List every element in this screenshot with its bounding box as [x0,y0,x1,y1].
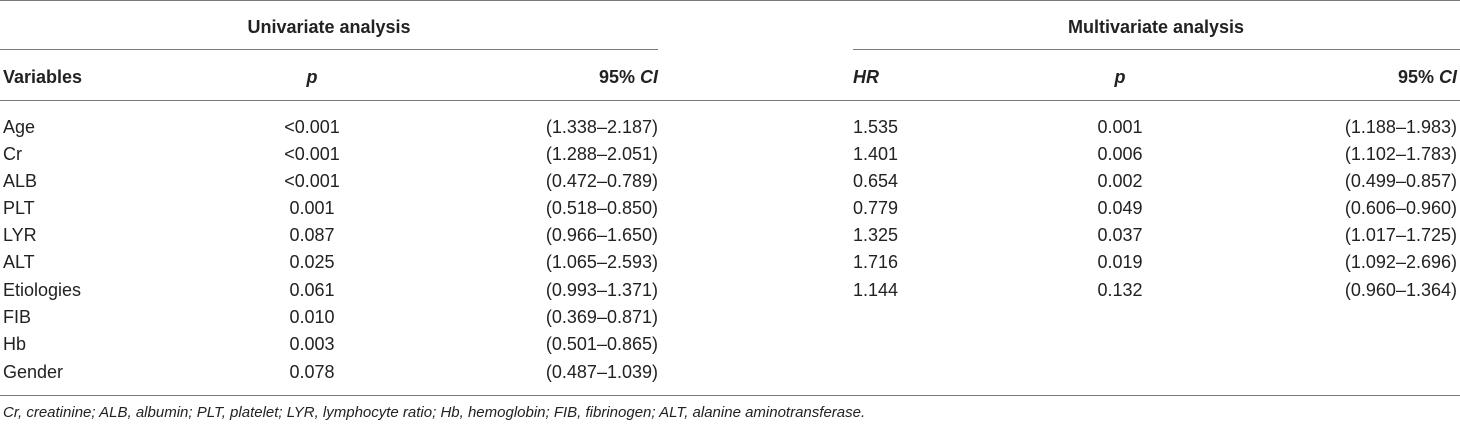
cell-uni-p: 0.087 [289,225,335,245]
top-rule [0,0,1460,1]
cell-multi-ci: (0.960–1.364) [1344,280,1457,300]
cell-variable: Cr [3,144,22,164]
col-header-variables: Variables [3,67,83,87]
cell-uni-ci: (0.472–0.789) [545,171,658,191]
cell-hr: 1.716 [853,252,899,272]
cell-hr: 0.779 [853,198,899,218]
cell-multi-p: 0.019 [1097,252,1143,272]
table-bottom-rule [0,395,1460,396]
cell-uni-ci: (0.966–1.650) [545,225,658,245]
col-header-hr: HR [853,67,879,87]
cell-multi-p: 0.002 [1097,171,1143,191]
cell-hr: 1.535 [853,117,899,137]
cell-variable: Age [3,117,36,137]
cell-variable: FIB [3,307,32,327]
table-footnote: Cr, creatinine; ALB, albumin; PLT, platelet; LYR, lymphocyte ratio; Hb, hemoglobin; FIB, fibrinogen; ALT, alanine aminotransferase. [3,404,866,421]
cell-hr: 1.144 [853,280,899,300]
col-header-multi-p: p [1114,67,1126,87]
univariate-group-rule [0,49,658,50]
cell-uni-ci: (0.993–1.371) [545,280,658,300]
uni-ci-prefix: 95% [598,67,640,87]
cell-uni-p: 0.010 [289,307,335,327]
cell-multi-p: 0.001 [1097,117,1143,137]
cell-uni-ci: (0.487–1.039) [545,362,658,382]
cell-hr: 1.401 [853,144,899,164]
header-bottom-rule [0,100,1460,101]
uni-ci-suffix: CI [640,67,658,87]
cell-uni-ci: (1.288–2.051) [545,144,658,164]
cell-multi-ci: (1.102–1.783) [1344,144,1457,164]
cell-variable: Etiologies [3,280,82,300]
cell-uni-p: 0.061 [289,280,335,300]
cell-multi-p: 0.037 [1097,225,1143,245]
cell-uni-ci: (0.518–0.850) [545,198,658,218]
col-header-multi-ci [1398,67,1457,87]
cell-uni-p: <0.001 [284,144,340,164]
multi-ci-suffix: CI [1439,67,1457,87]
cell-uni-p: 0.003 [289,334,335,354]
cell-variable: ALT [3,252,35,272]
col-header-uni-p: p [306,67,318,87]
cell-multi-p: 0.006 [1097,144,1143,164]
cell-uni-p: 0.025 [289,252,335,272]
cell-uni-p: 0.001 [289,198,335,218]
cell-multi-ci: (0.606–0.960) [1344,198,1457,218]
cell-uni-ci: (0.501–0.865) [545,334,658,354]
cell-uni-p: 0.078 [289,362,335,382]
cell-variable: ALB [3,171,38,191]
cell-uni-p: <0.001 [284,171,340,191]
cell-multi-p: 0.049 [1097,198,1143,218]
cell-uni-ci: (0.369–0.871) [545,307,658,327]
cell-hr: 1.325 [853,225,899,245]
multivariate-group-header: Multivariate analysis [1067,17,1245,37]
cell-variable: Gender [3,362,64,382]
cell-uni-p: <0.001 [284,117,340,137]
univariate-group-header: Univariate analysis [247,17,411,37]
cell-variable: LYR [3,225,37,245]
cell-multi-ci: (0.499–0.857) [1344,171,1457,191]
cell-multi-ci: (1.017–1.725) [1344,225,1457,245]
multivariate-group-rule [853,49,1460,50]
cell-variable: PLT [3,198,35,218]
col-header-uni-ci [599,67,658,87]
multi-ci-prefix: 95% [1397,67,1439,87]
cell-variable: Hb [3,334,27,354]
cell-multi-p: 0.132 [1097,280,1143,300]
cell-uni-ci: (1.338–2.187) [545,117,658,137]
cell-multi-ci: (1.188–1.983) [1344,117,1457,137]
cell-multi-ci: (1.092–2.696) [1344,252,1457,272]
cell-uni-ci: (1.065–2.593) [545,252,658,272]
cell-hr: 0.654 [853,171,899,191]
